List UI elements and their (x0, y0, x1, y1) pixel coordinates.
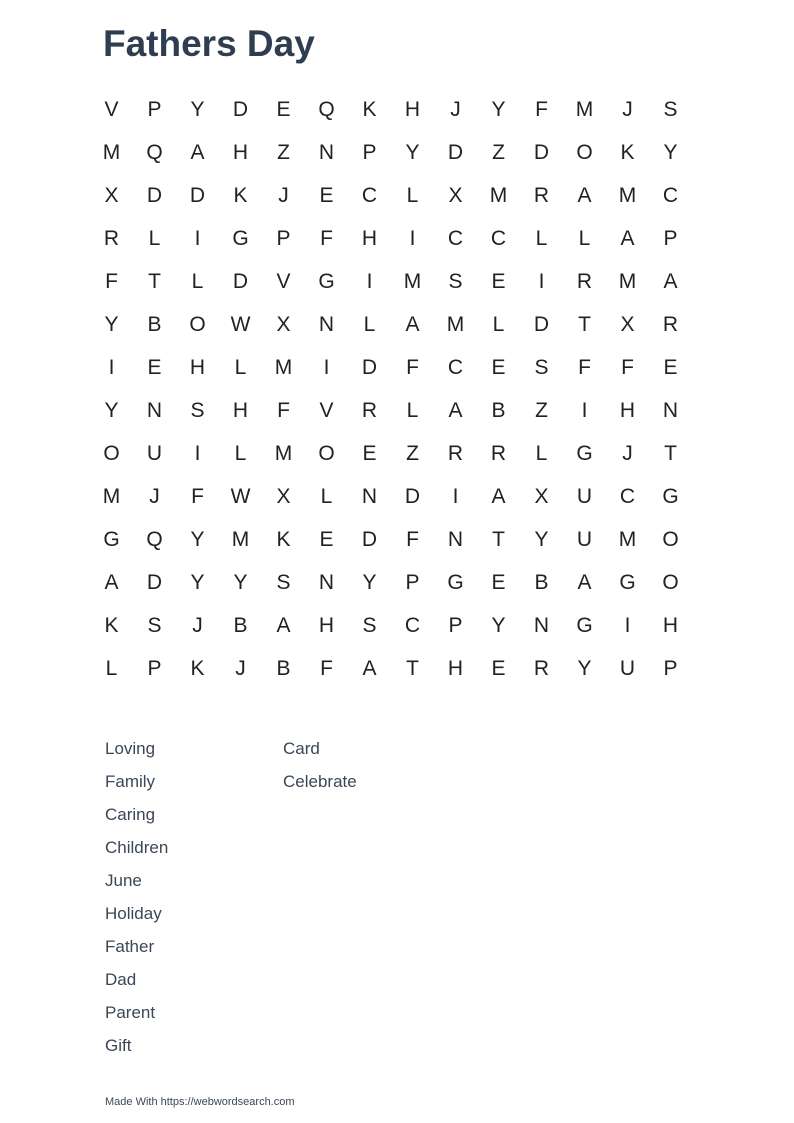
grid-cell: K (233, 183, 248, 207)
grid-cell: M (102, 140, 121, 164)
grid-cell: V (104, 97, 119, 121)
grid-cell: A (405, 312, 420, 336)
grid-cell: A (620, 226, 635, 250)
grid-cell: M (489, 183, 508, 207)
grid-cell: C (490, 226, 507, 250)
grid-cell: N (318, 312, 335, 336)
grid-cell: L (105, 656, 118, 680)
grid-cell: R (576, 269, 593, 293)
grid-cell: A (276, 613, 291, 637)
grid-cell: F (105, 269, 118, 293)
grid-cell: J (235, 656, 246, 680)
grid-cell: M (102, 484, 121, 508)
grid-cell: H (619, 398, 636, 422)
grid-cell: D (447, 140, 464, 164)
grid-cell: I (624, 613, 631, 637)
grid-cell: L (535, 226, 548, 250)
page-title: Fathers Day (103, 23, 315, 64)
grid-cell: P (147, 97, 162, 121)
grid-cell: D (361, 355, 378, 379)
grid-cell: S (663, 97, 678, 121)
grid-cell: S (147, 613, 162, 637)
grid-cell: X (534, 484, 549, 508)
grid-cell: M (618, 183, 637, 207)
grid-cell: N (146, 398, 163, 422)
grid-cell: O (103, 441, 120, 465)
grid-cell: I (581, 398, 588, 422)
grid-cell: L (492, 312, 505, 336)
grid-cell: C (662, 183, 679, 207)
grid-cell: D (146, 570, 163, 594)
grid-cell: B (276, 656, 291, 680)
grid-cell: L (406, 183, 419, 207)
grid-cell: Y (577, 656, 592, 680)
word-list-item: June (105, 871, 142, 890)
grid-cell: P (405, 570, 420, 594)
grid-cell: I (366, 269, 373, 293)
grid-cell: G (576, 613, 593, 637)
grid-cell: S (362, 613, 377, 637)
grid-cell: Y (104, 398, 119, 422)
grid-cell: P (663, 226, 678, 250)
word-list (105, 737, 461, 1067)
grid-cell: L (578, 226, 591, 250)
grid-cell: O (662, 527, 679, 551)
grid-cell: K (190, 656, 205, 680)
grid-cell: Q (146, 527, 163, 551)
grid-cell: Z (492, 140, 505, 164)
grid-cell: Q (318, 97, 335, 121)
grid-cell: J (450, 97, 461, 121)
grid-cell: T (664, 441, 677, 465)
grid-cell: H (361, 226, 378, 250)
grid-cell: K (276, 527, 291, 551)
word-list-item: Caring (105, 805, 156, 824)
grid-cell: O (662, 570, 679, 594)
grid-cell: G (232, 226, 249, 250)
word-list-item: Card (283, 739, 320, 758)
grid-cell: U (576, 527, 593, 551)
grid-cell: P (362, 140, 377, 164)
grid-cell: Y (190, 570, 205, 594)
grid-cell: Z (406, 441, 419, 465)
grid-cell: A (577, 570, 592, 594)
grid-cell: D (232, 97, 249, 121)
grid-cell: E (276, 97, 291, 121)
grid-cell: Z (277, 140, 290, 164)
grid-cell: L (234, 441, 247, 465)
grid-cell: H (318, 613, 335, 637)
grid-cell: J (622, 97, 633, 121)
grid-cell: J (622, 441, 633, 465)
grid-cell: E (319, 183, 334, 207)
grid-cell: S (190, 398, 205, 422)
grid-cell: V (276, 269, 291, 293)
grid-cell: K (362, 97, 377, 121)
word-list-item: Loving (105, 739, 156, 758)
grid-cell: W (230, 312, 251, 336)
grid-cell: I (452, 484, 459, 508)
grid-cell: J (192, 613, 203, 637)
grid-cell: A (577, 183, 592, 207)
grid-cell: Y (104, 312, 119, 336)
grid-cell: N (447, 527, 464, 551)
grid-cell: N (318, 140, 335, 164)
grid-cell: Y (190, 527, 205, 551)
grid-cell: H (447, 656, 464, 680)
grid-cell: N (662, 398, 679, 422)
grid-cell: I (194, 441, 201, 465)
grid-cell: Z (535, 398, 548, 422)
grid-cell: X (276, 312, 291, 336)
grid-cell: R (662, 312, 679, 336)
grid-cell: E (362, 441, 377, 465)
grid-cell: G (318, 269, 335, 293)
grid-cell: T (148, 269, 161, 293)
grid-cell: M (274, 355, 293, 379)
grid-cell: K (620, 140, 635, 164)
grid-cell: I (108, 355, 115, 379)
grid-cell: D (189, 183, 206, 207)
grid-cell: S (534, 355, 549, 379)
grid-cell: L (320, 484, 333, 508)
grid-cell: H (662, 613, 679, 637)
word-list-item: Dad (105, 970, 137, 989)
grid-cell: C (447, 226, 464, 250)
grid-cell: W (230, 484, 251, 508)
grid-cell: L (535, 441, 548, 465)
grid-cell: I (409, 226, 416, 250)
grid-cell: Y (534, 527, 549, 551)
word-list-item: Holiday (105, 904, 162, 923)
grid-cell: T (406, 656, 419, 680)
grid-cell: J (149, 484, 160, 508)
grid-cell: H (232, 140, 249, 164)
grid-cell: Y (405, 140, 420, 164)
grid-cell: E (491, 570, 506, 594)
grid-cell: I (538, 269, 545, 293)
grid-cell: K (104, 613, 119, 637)
grid-cell: G (576, 441, 593, 465)
grid-cell: F (535, 97, 548, 121)
grid-cell: M (231, 527, 250, 551)
grid-cell: Y (663, 140, 678, 164)
grid-cell: C (361, 183, 378, 207)
grid-cell: O (576, 140, 593, 164)
grid-cell: Y (190, 97, 205, 121)
word-list-item: Parent (105, 1003, 156, 1022)
word-list-item: Father (105, 937, 155, 956)
word-list-item: Children (105, 838, 169, 857)
grid-cell: G (662, 484, 679, 508)
grid-cell: H (232, 398, 249, 422)
grid-cell: H (404, 97, 421, 121)
grid-cell: M (618, 527, 637, 551)
grid-cell: A (190, 140, 205, 164)
grid-cell: H (189, 355, 206, 379)
grid-cell: F (320, 656, 333, 680)
grid-cell: R (447, 441, 464, 465)
grid-cell: T (578, 312, 591, 336)
grid-cell: M (403, 269, 422, 293)
grid-cell: D (533, 312, 550, 336)
grid-cell: L (191, 269, 204, 293)
grid-cell: E (147, 355, 162, 379)
grid-cell: A (362, 656, 377, 680)
grid-cell: X (448, 183, 463, 207)
grid-cell: F (277, 398, 290, 422)
grid-cell: X (276, 484, 291, 508)
grid-cell: A (448, 398, 463, 422)
grid-cell: I (323, 355, 330, 379)
grid-cell: C (447, 355, 464, 379)
grid-cell: U (576, 484, 593, 508)
grid-cell: G (619, 570, 636, 594)
grid-cell: A (491, 484, 506, 508)
grid-cell: F (406, 355, 419, 379)
grid-cell: F (320, 226, 333, 250)
grid-cell: R (533, 656, 550, 680)
grid-cell: L (148, 226, 161, 250)
grid-cell: E (491, 355, 506, 379)
grid-cell: S (276, 570, 291, 594)
grid-cell: D (404, 484, 421, 508)
word-list-item: Family (105, 772, 156, 791)
word-list-item: Celebrate (283, 772, 357, 791)
grid-cell: O (318, 441, 335, 465)
grid-cell: U (146, 441, 163, 465)
grid-cell: D (146, 183, 163, 207)
grid-cell: F (621, 355, 634, 379)
grid-cell: M (274, 441, 293, 465)
grid-cell: N (361, 484, 378, 508)
grid-cell: E (319, 527, 334, 551)
grid-cell: X (620, 312, 635, 336)
grid-cell: B (491, 398, 506, 422)
grid-cell: R (361, 398, 378, 422)
grid-cell: M (575, 97, 594, 121)
grid-cell: A (104, 570, 119, 594)
grid-cell: D (361, 527, 378, 551)
grid-cell: Y (491, 97, 506, 121)
grid-cell: R (103, 226, 120, 250)
grid-cell: N (318, 570, 335, 594)
grid-cell: X (104, 183, 119, 207)
grid-cell: Y (491, 613, 506, 637)
grid-cell: P (147, 656, 162, 680)
grid-cell: D (232, 269, 249, 293)
letter-grid (90, 88, 692, 690)
word-list-item: Gift (105, 1036, 132, 1055)
grid-cell: U (619, 656, 636, 680)
grid-cell: G (103, 527, 120, 551)
grid-cell: R (533, 183, 550, 207)
grid-cell: I (194, 226, 201, 250)
grid-cell: A (663, 269, 678, 293)
grid-cell: L (363, 312, 376, 336)
grid-cell: E (663, 355, 678, 379)
grid-cell: F (191, 484, 204, 508)
grid-cell: P (663, 656, 678, 680)
grid-cell: F (406, 527, 419, 551)
grid-cell: P (276, 226, 291, 250)
grid-cell: Q (146, 140, 163, 164)
grid-cell: J (278, 183, 289, 207)
grid-cell: L (234, 355, 247, 379)
grid-cell: V (319, 398, 334, 422)
grid-cell: B (534, 570, 549, 594)
grid-cell: Y (233, 570, 248, 594)
grid-cell: N (533, 613, 550, 637)
grid-cell: M (618, 269, 637, 293)
grid-cell: C (619, 484, 636, 508)
grid-cell: B (147, 312, 162, 336)
grid-cell: E (491, 269, 506, 293)
grid-cell: R (490, 441, 507, 465)
grid-cell: L (406, 398, 419, 422)
grid-cell: B (233, 613, 248, 637)
grid-cell: O (189, 312, 206, 336)
grid-cell: G (447, 570, 464, 594)
grid-cell: P (448, 613, 463, 637)
grid-cell: Y (362, 570, 377, 594)
grid-cell: F (578, 355, 591, 379)
grid-cell: D (533, 140, 550, 164)
grid-cell: M (446, 312, 465, 336)
grid-cell: C (404, 613, 421, 637)
grid-cell: T (492, 527, 505, 551)
grid-cell: E (491, 656, 506, 680)
footer-credit: Made With https://webwordsearch.com (105, 1096, 295, 1108)
grid-cell: S (448, 269, 463, 293)
